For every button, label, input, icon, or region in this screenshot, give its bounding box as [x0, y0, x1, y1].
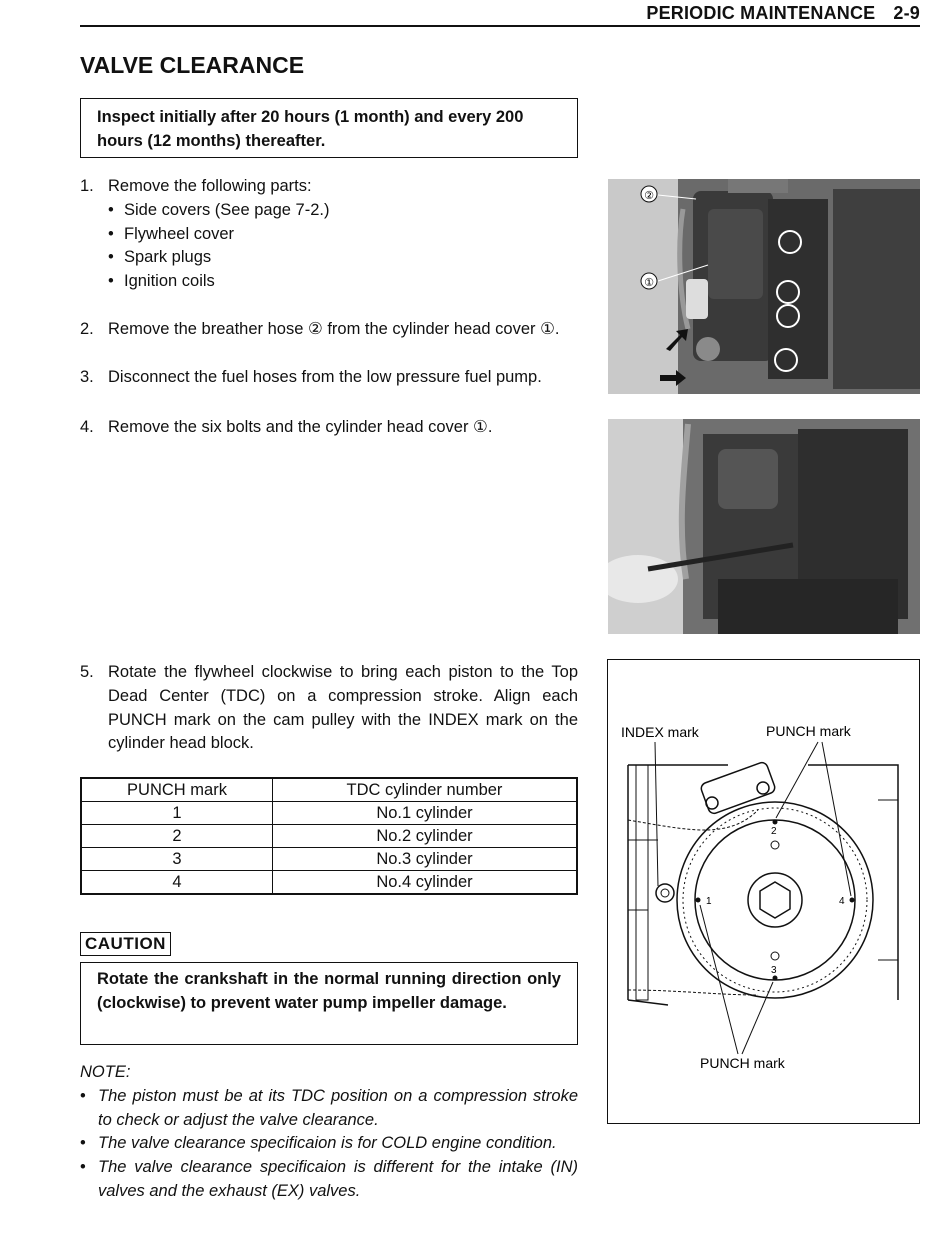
note-item: • The valve clearance specificaion is for COLD engine condition. [80, 1132, 578, 1156]
note-item: • The valve clearance specificaion is different for the intake (IN) valves and the exhaust (EX) valves. [80, 1156, 578, 1204]
table-cell: 1 [81, 802, 273, 825]
engine-photo-2-drawing [608, 419, 920, 634]
step-text: Remove the following parts: [108, 177, 312, 195]
table-cell: No.2 cylinder [273, 825, 578, 848]
step-text: Rotate the flywheel clockwise to bring each piston to the Top Dead Center (TDC) on a compression stroke. Align each PUNCH mark on the cam pulley with the INDEX mark on the cylinder head block. [108, 663, 578, 753]
table-header: PUNCH mark [81, 778, 273, 802]
table-cell: 2 [81, 825, 273, 848]
pulley-number-3: 3 [771, 965, 777, 976]
header-rule [80, 25, 920, 27]
list-item: • Ignition coils [124, 270, 578, 294]
pulley-number-4: 4 [839, 896, 845, 907]
caution-box [80, 962, 578, 1045]
header-section: PERIODIC MAINTENANCE [646, 3, 876, 23]
page-number: 2-9 [893, 3, 920, 23]
step-5 [80, 661, 578, 756]
step-text: Remove the six bolts and the cylinder head cover ①. [108, 418, 493, 436]
callout-2: ② [644, 189, 654, 202]
table-row [81, 871, 577, 895]
index-mark-label: INDEX mark [621, 724, 699, 740]
table-cell: No.1 cylinder [273, 802, 578, 825]
note-item: • The piston must be at its TDC position on a compression stroke to check or adjust the valve clearance. [80, 1085, 578, 1133]
punch-mark-table [80, 777, 578, 895]
list-item: • Side covers (See page 7-2.) [124, 199, 578, 223]
step-number: 2. [80, 320, 94, 338]
cam-pulley-drawing [608, 660, 919, 1123]
pulley-number-1: 1 [706, 896, 712, 907]
caution-text: Rotate the crankshaft in the normal running direction only (clockwise) to prevent water pump impeller damage. [97, 970, 561, 1012]
step-4 [80, 416, 578, 440]
list-item: • Spark plugs [124, 246, 578, 270]
step-number: 4. [80, 418, 94, 436]
step-number: 5. [80, 663, 94, 681]
cam-pulley-diagram [607, 659, 920, 1124]
step-3 [80, 366, 578, 390]
engine-photo-1-drawing [608, 179, 920, 394]
page-title: VALVE CLEARANCE [80, 52, 305, 78]
table-row [81, 802, 577, 825]
inspection-interval-box [80, 98, 578, 158]
engine-photo-head-cover [608, 179, 920, 394]
table-header-row [81, 778, 577, 802]
pulley-number-2: 2 [771, 826, 777, 837]
parts-list [80, 199, 578, 294]
punch-mark-label-top: PUNCH mark [766, 723, 851, 739]
table-row [81, 848, 577, 871]
inspection-interval-text: Inspect initially after 20 hours (1 month) and every 200 hours (12 months) thereafter. [97, 108, 524, 150]
step-1 [80, 175, 578, 294]
table-cell: No.4 cylinder [273, 871, 578, 895]
step-2 [80, 318, 578, 342]
running-header [646, 3, 920, 24]
step-text: Remove the breather hose ② from the cylinder head cover ①. [108, 320, 560, 338]
table-cell: 4 [81, 871, 273, 895]
note-block [80, 1061, 578, 1204]
step-number: 1. [80, 177, 94, 195]
engine-photo-bolt-removal [608, 419, 920, 634]
callout-1: ① [644, 276, 654, 289]
list-item: • Flywheel cover [124, 223, 578, 247]
note-label: NOTE: [80, 1063, 131, 1081]
caution-label: CAUTION [80, 932, 171, 956]
punch-mark-label-bottom: PUNCH mark [700, 1055, 785, 1071]
table-cell: No.3 cylinder [273, 848, 578, 871]
step-text: Disconnect the fuel hoses from the low pressure fuel pump. [108, 368, 542, 386]
table-cell: 3 [81, 848, 273, 871]
table-header: TDC cylinder number [273, 778, 578, 802]
step-number: 3. [80, 368, 94, 386]
table-row [81, 825, 577, 848]
